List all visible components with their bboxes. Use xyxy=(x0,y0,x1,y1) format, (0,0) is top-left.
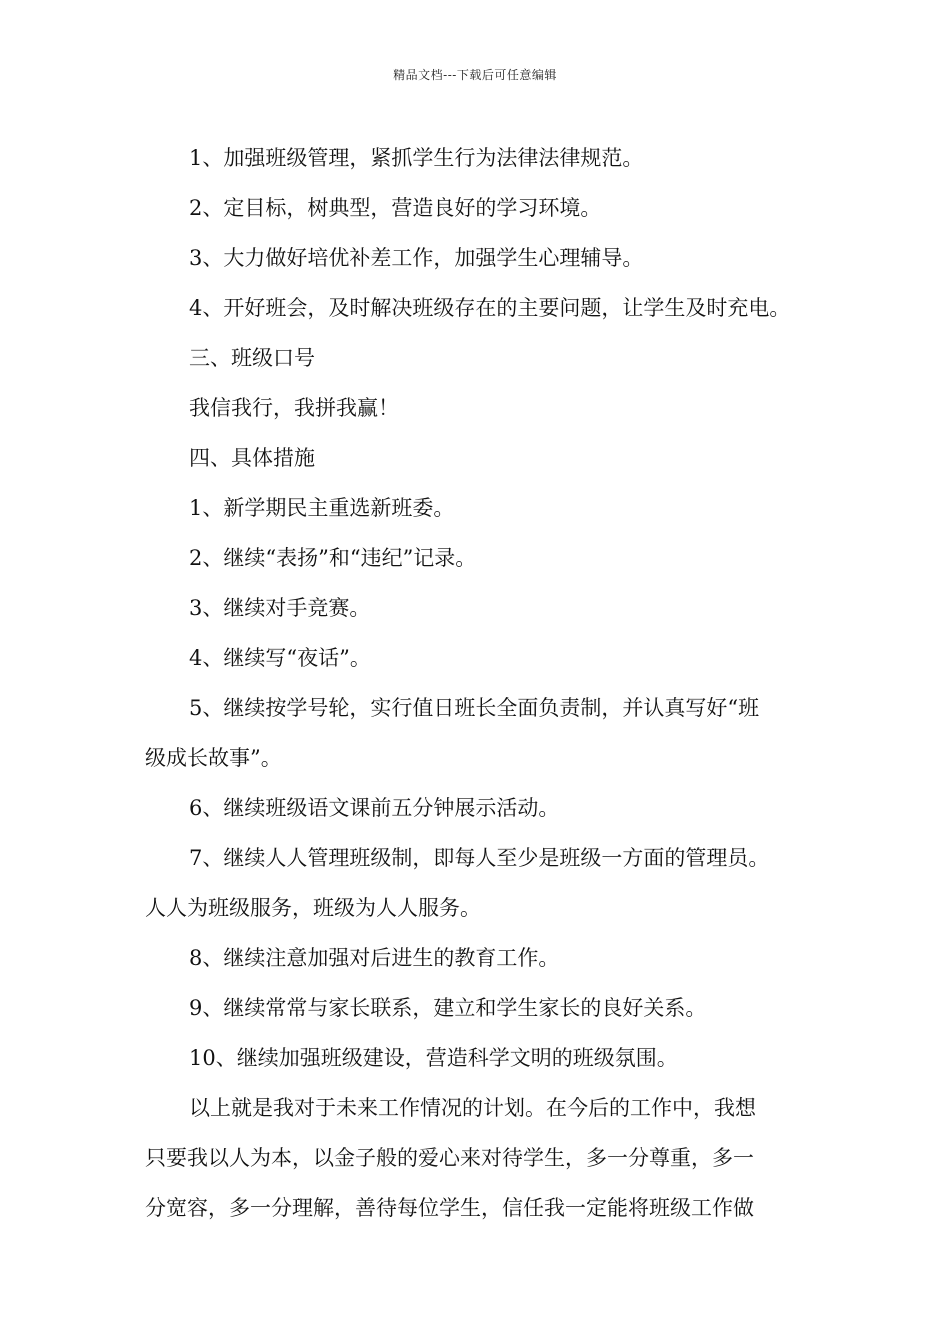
closing-paragraph-line-3: 分宽容，多一分理解，善待每位学生，信任我一定能将班级工作做 xyxy=(145,1196,754,1220)
measure-item-7-line-2: 人人为班级服务，班级为人人服务。 xyxy=(145,896,481,920)
goal-item-3: 3、大力做好培优补差工作，加强学生心理辅导。 xyxy=(189,246,644,270)
goal-item-2: 2、定目标，树典型，营造良好的学习环境。 xyxy=(189,196,602,220)
section-heading-measures: 四、具体措施 xyxy=(189,446,315,470)
goal-item-4: 4、开好班会，及时解决班级存在的主要问题，让学生及时充电。 xyxy=(189,296,791,320)
measure-item-3: 3、继续对手竞赛。 xyxy=(189,596,371,620)
measure-item-5-line-1: 5、继续按学号轮，实行值日班长全面负责制，并认真写好“班 xyxy=(189,696,760,720)
section-heading-slogan: 三、班级口号 xyxy=(189,346,315,370)
measure-item-10: 10、继续加强班级建设，营造科学文明的班级氛围。 xyxy=(189,1046,678,1070)
closing-paragraph-line-1: 以上就是我对于未来工作情况的计划。在今后的工作中，我想 xyxy=(189,1096,756,1120)
measure-item-4: 4、继续写“夜话”。 xyxy=(189,646,371,670)
measure-item-5-line-2: 级成长故事”。 xyxy=(145,746,282,770)
goal-item-1: 1、加强班级管理，紧抓学生行为法律法律规范。 xyxy=(189,146,644,170)
measure-item-8: 8、继续注意加强对后进生的教育工作。 xyxy=(189,946,560,970)
closing-paragraph-line-2: 只要我以人为本，以金子般的爱心来对待学生，多一分尊重，多一 xyxy=(145,1146,754,1170)
measure-item-7-line-1: 7、继续人人管理班级制，即每人至少是班级一方面的管理员。 xyxy=(189,846,770,870)
measure-item-9: 9、继续常常与家长联系，建立和学生家长的良好关系。 xyxy=(189,996,707,1020)
page-header: 精品文档---下载后可任意编辑 xyxy=(393,68,557,82)
measure-item-6: 6、继续班级语文课前五分钟展示活动。 xyxy=(189,796,560,820)
measure-item-1: 1、新学期民主重选新班委。 xyxy=(189,496,455,520)
class-slogan: 我信我行，我拼我赢！ xyxy=(189,396,399,420)
document-body xyxy=(145,133,825,1233)
measure-item-2: 2、继续“表扬”和“违纪”记录。 xyxy=(189,546,477,570)
